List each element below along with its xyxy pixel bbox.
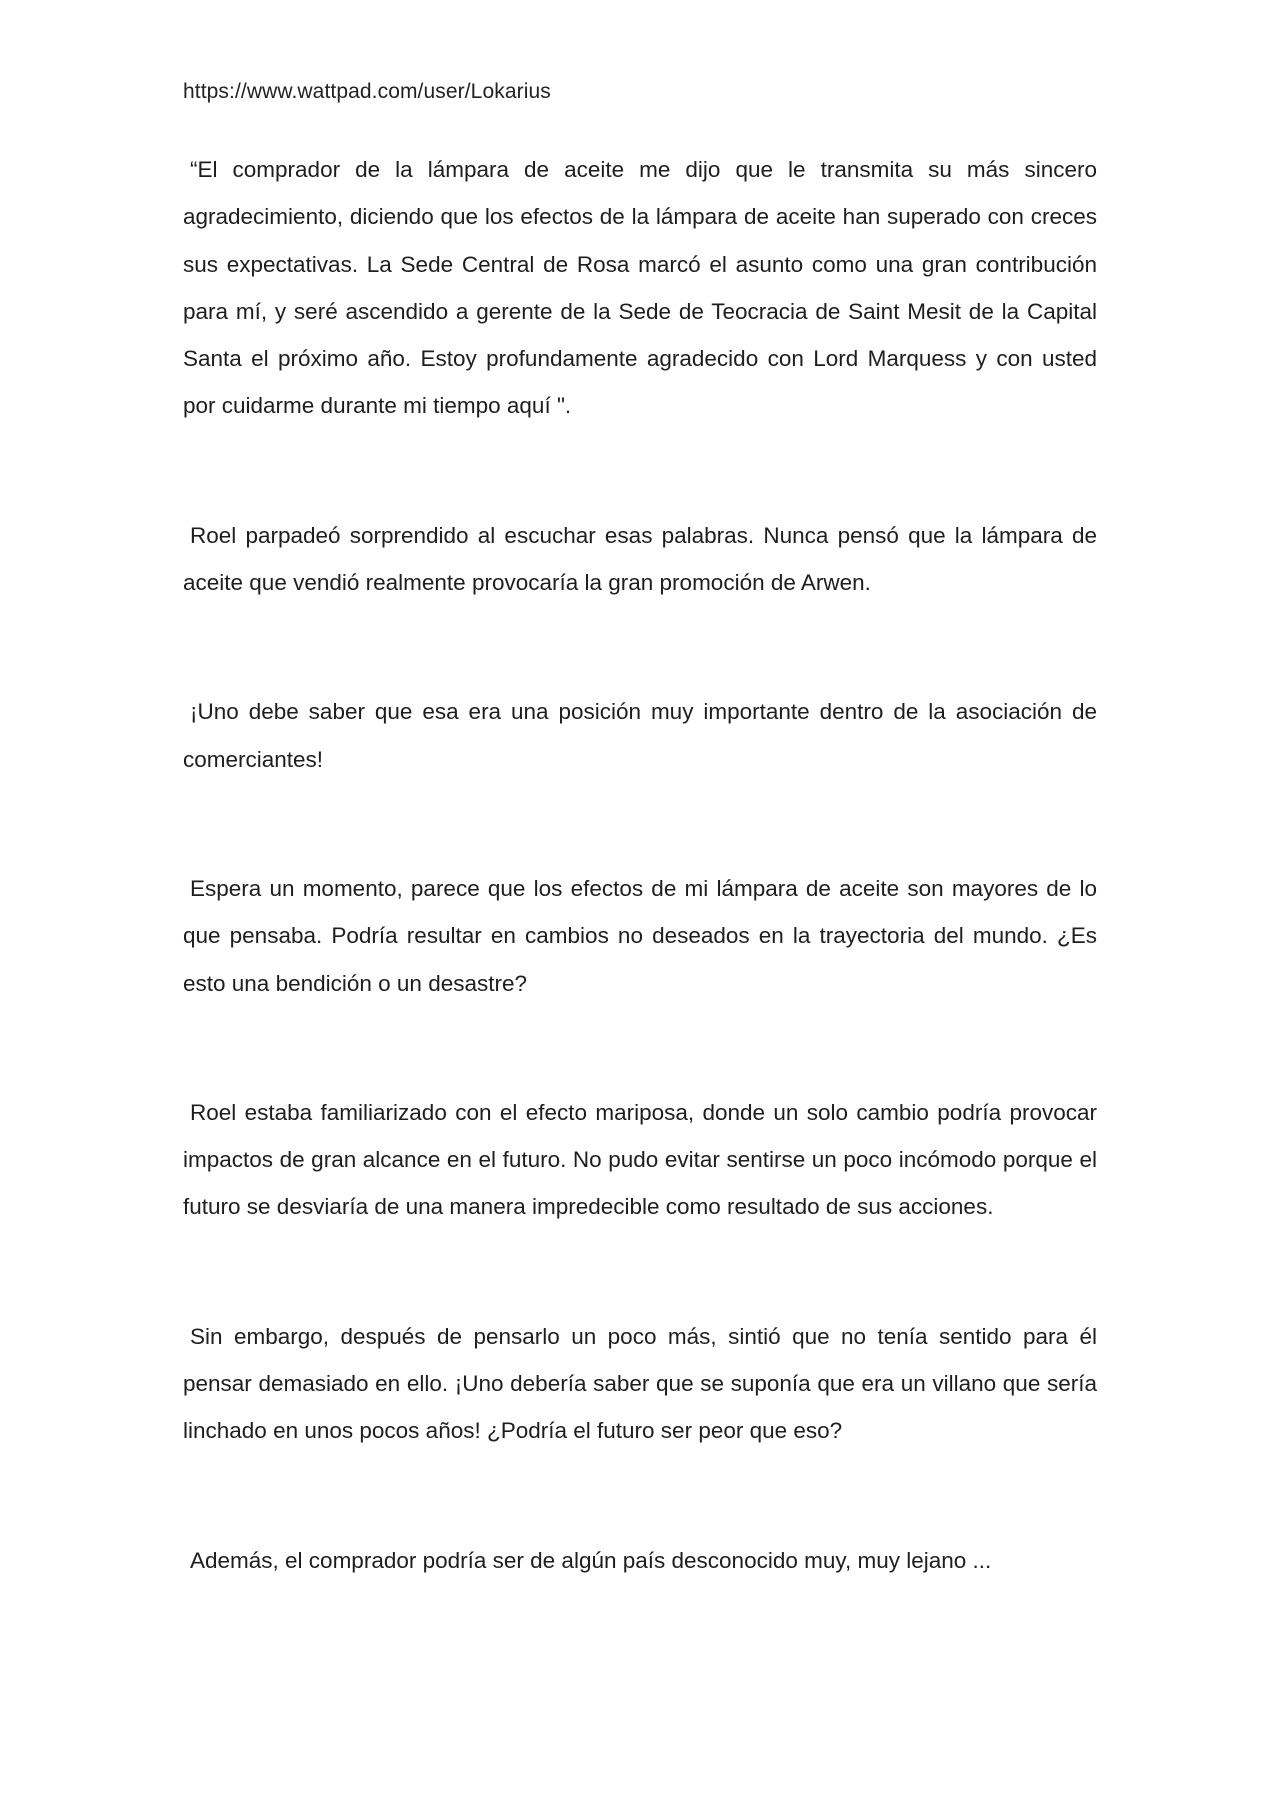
paragraph-gap [183, 430, 1097, 512]
paragraph-gap [183, 1231, 1097, 1313]
paragraph: Además, el comprador podría ser de algún país desconocido muy, muy lejano ... [190, 1547, 992, 1573]
paragraph-gap [183, 1007, 1097, 1089]
source-url: https://www.wattpad.com/user/Lokarius [183, 80, 551, 103]
paragraph: Roel parpadeó sorprendido al escuchar esas palabras. Nunca pensó que la lámpara de aceite que vendió realmente provocaría la gran promoción de Arwen. [183, 522, 1097, 596]
paragraph: ¡Uno debe saber que esa era una posición muy importante dentro de la asociación de comerciantes! [183, 699, 1097, 772]
document-body [183, 146, 1097, 1584]
paragraph: “El comprador de la lámpara de aceite me dijo que le transmita su más sincero agradecimiento, diciendo que los efectos de la lámpara de aceite han superado con creces sus expectativas. La Sede Central de Rosa marcó el asunto como una gran contribución para mí, y seré ascendido a gerente de la Sede de Teocracia de Saint Mesit de la Capital Santa el próximo año. Estoy profundamente agradecido con Lord Marquess y con usted por cuidarme durante mi tiempo aquí ". [183, 157, 1097, 419]
paragraph: Roel estaba familiarizado con el efecto mariposa, donde un solo cambio podría provocar impactos de gran alcance en el futuro. No pudo evitar sentirse un poco incómodo porque el futuro se desviaría de una manera impredecible como resultado de sus acciones. [183, 1099, 1097, 1220]
paragraph: Espera un momento, parece que los efectos de mi lámpara de aceite son mayores de lo que pensaba. Podría resultar en cambios no deseados en la trayectoria del mundo. ¿Es esto una bendición o un desastre? [183, 875, 1097, 996]
paragraph: Sin embargo, después de pensarlo un poco más, sintió que no tenía sentido para él pensar demasiado en ello. ¡Uno debería saber que se suponía que era un villano que sería linchado en unos pocos años! ¿Podría el futuro ser peor que eso? [183, 1323, 1097, 1444]
paragraph-gap [183, 783, 1097, 865]
paragraph-gap [183, 606, 1097, 688]
paragraph-gap [183, 1455, 1097, 1537]
